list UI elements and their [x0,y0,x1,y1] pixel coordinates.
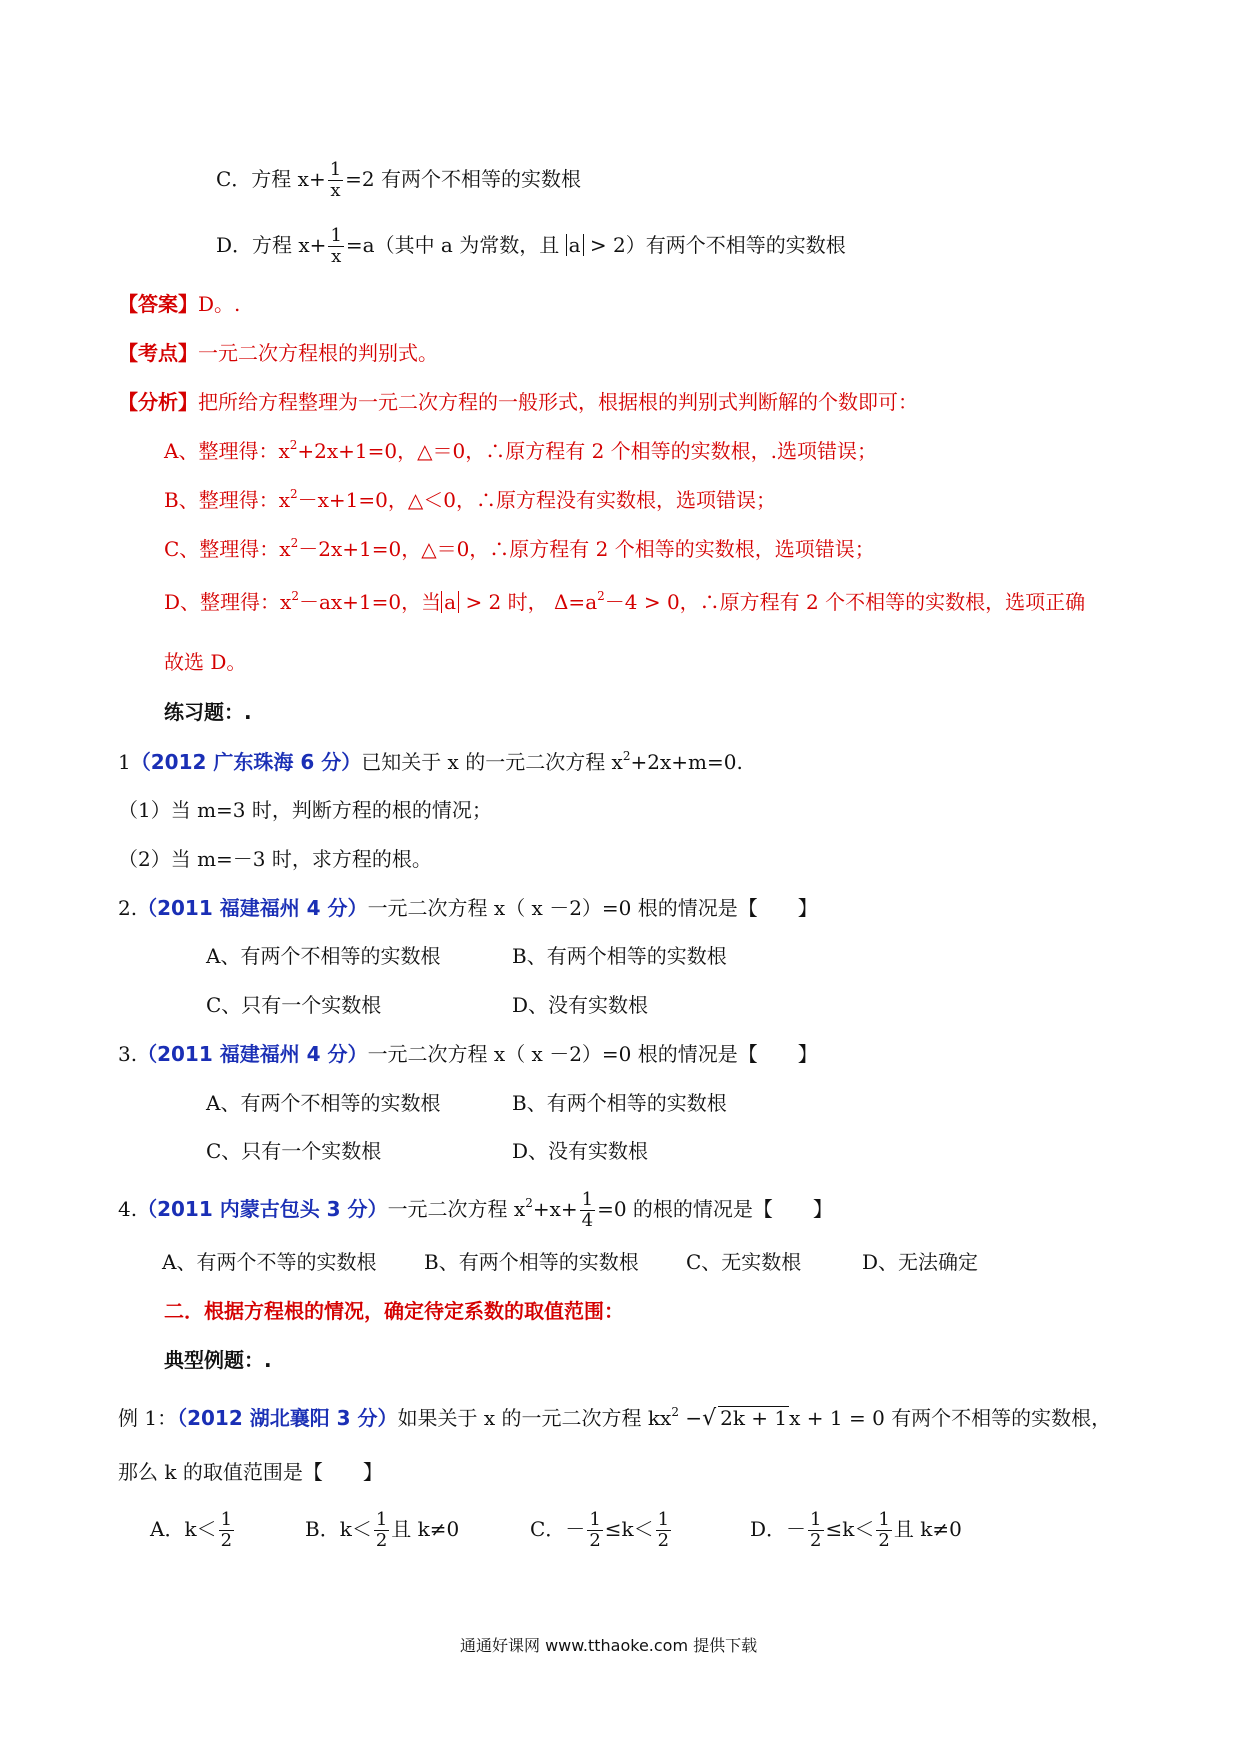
option-b: B、有两个相等的实数根 [424,1250,639,1274]
option-c: C、只有一个实数根 [206,993,382,1017]
fenxi-conclusion: 故选 D。 [164,650,247,674]
option-a: A、有两个不相等的实数根 [206,944,441,968]
fraction: $\frac{1}{4}$ [581,1189,594,1231]
option-c: C、只有一个实数根 [206,1139,382,1163]
question-source: （2012 广东珠海 6 分） [130,750,362,774]
fenxi-a: A、整理得：$x^2+2x+1=0$，△＝0，∴原方程有 2 个相等的实数根，.选项错误； [164,438,878,463]
question-3-options-row1 [206,1089,727,1117]
option-c [216,160,581,201]
option-d: D．－ $\frac{1}{2}$ ≤k＜ $\frac{1}{2}$ 且 k≠0 [750,1509,962,1551]
question-source: （2012 湖北襄阳 3 分） [177,1406,398,1430]
option-a: A、有两个不等的实数根 [162,1250,377,1274]
fraction: $\frac{1}{x}$ [329,159,342,201]
section-2-heading: 二．根据方程根的情况，确定待定系数的取值范围： [164,1299,624,1323]
question-3: 3.（2011 福建福州 4 分）一元二次方程 x（ x －2）=0 根的情况是【 】 [118,1042,818,1066]
fenxi-line: 【分析】把所给方程整理为一元二次方程的一般形式，根据根的判别式判断解的个数即可： [118,390,918,414]
question-source: （2011 内蒙古包头 3 分） [137,1197,388,1221]
absolute-value: a [566,234,584,256]
example-1: 例 1：（2012 湖北襄阳 3 分）如果关于 x 的一元二次方程 $kx^2$ −√ 2k + 1 x + 1 = 0 有两个不相等的实数根， [118,1405,1112,1431]
absolute-value: a [441,591,459,613]
option-a: A．k＜ $\frac{1}{2}$ [150,1509,233,1551]
option-b: B、有两个相等的实数根 [512,944,727,968]
option-d: D、没有实数根 [512,993,649,1017]
option-c: C．－ $\frac{1}{2}$ ≤k＜ $\frac{1}{2}$ [530,1509,670,1551]
option-a: A、有两个不相等的实数根 [206,1091,441,1115]
question-1-sub1: （1）当 m=3 时，判断方程的根的情况； [118,798,492,822]
answer-text: D。. [198,292,241,316]
question-source: （2011 福建福州 4 分） [137,896,368,920]
question-2-options-row1 [206,942,727,970]
option-c: C、无实数根 [686,1250,802,1274]
sqrt-symbol: √ [702,1406,717,1431]
question-3-options-row2 [206,1137,648,1165]
example-1-options [150,1510,962,1551]
answer-label: 【答案】 [118,292,198,316]
fenxi-d: D、整理得：$x^2-ax+1=0$，当 a > 2 时， $\Delta=a^2-4 > 0$，∴原方程有 2 个不相等的实数根，选项正确 [164,589,1086,614]
fraction: $\frac{1}{x}$ [330,225,342,267]
question-1-sub2: （2）当 m=－3 时，求方程的根。 [118,847,432,871]
practice-heading: 练习题：. [164,700,252,724]
question-source: （2011 福建福州 4 分） [137,1042,368,1066]
answer-line [118,290,240,318]
option-d: D、无法确定 [862,1250,979,1274]
option-c-tail: =2 有两个不相等的实数根 [345,167,581,191]
example-1-line2: 那么 k 的取值范围是【 】 [118,1460,383,1484]
question-4-options [162,1248,978,1276]
option-d: D、没有实数根 [512,1139,649,1163]
option-c-lead: C．方程 x+ [216,167,326,191]
question-2: 2.（2011 福建福州 4 分）一元二次方程 x（ x －2）=0 根的情况是【 】 [118,896,818,920]
question-2-options-row2 [206,991,648,1019]
page-footer: 通通好课网 www.tthaoke.com 提供下载 [460,1636,758,1655]
kaodian-line: 【考点】一元二次方程根的判别式。 [118,341,438,365]
option-b: B．k＜ $\frac{1}{2}$ 且 k≠0 [305,1509,460,1551]
option-b: B、有两个相等的实数根 [512,1091,727,1115]
fenxi-c: C、整理得：$x^2-2x+1=0$，△＝0，∴原方程有 2 个相等的实数根，选项错误； [164,536,875,561]
option-d: D．方程 x+ $\frac{1}{x}$ =a（其中 a 为常数，且 a > 2）有两个不相等的实数根 [216,225,846,267]
question-1: 1（2012 广东珠海 6 分）已知关于 x 的一元二次方程 $x^2+2x+m=0$. [118,749,743,774]
sqrt-radicand: 2k + 1 [720,1406,788,1430]
question-4: 4.（2011 内蒙古包头 3 分）一元二次方程 $x^2+x+$ $\frac{1}{4}$ =0 的根的情况是【 】 [118,1189,833,1231]
fenxi-b: B、整理得：$x^2-x+1=0$，△＜0，∴原方程没有实数根，选项错误； [164,487,776,512]
typical-heading: 典型例题：. [164,1348,272,1372]
